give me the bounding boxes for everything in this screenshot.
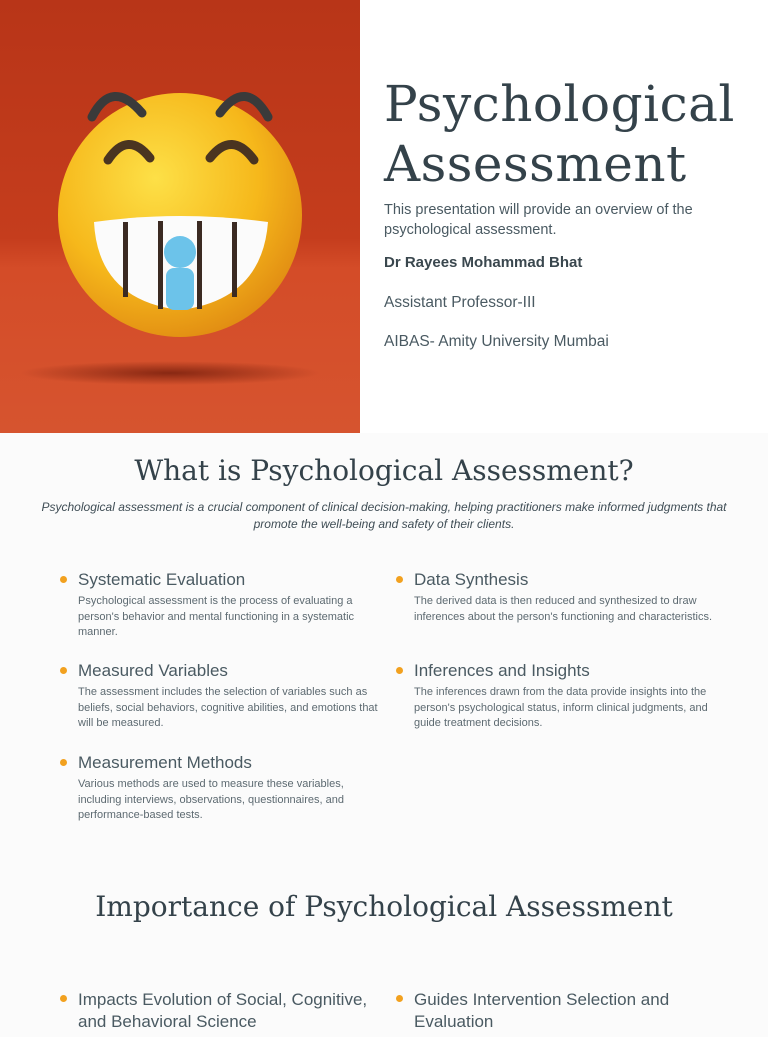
- bullet-icon: [396, 667, 403, 674]
- what-item: [78, 753, 378, 824]
- author-role: Assistant Professor-III: [384, 294, 536, 311]
- importance-section-title: Importance of Psychological Assessment: [95, 890, 673, 923]
- item-title: Measured Variables: [78, 661, 228, 680]
- author-name: Dr Rayees Mohammad Bhat: [384, 254, 583, 271]
- item-text: Various methods are used to measure these variables, including interviews, observations, questionnaires, and performance-based tests.: [78, 778, 344, 821]
- bullet-icon: [60, 759, 67, 766]
- item-title: Inferences and Insights: [414, 661, 590, 680]
- item-text: The derived data is then reduced and synthesized to draw inferences about the person's functioning and characteristics.: [414, 595, 713, 623]
- cover-slide: [0, 0, 768, 433]
- item-title: Measurement Methods: [78, 753, 252, 772]
- author-institution: AIBAS- Amity University Mumbai: [384, 333, 609, 350]
- bullet-icon: [60, 576, 67, 583]
- what-intro: Psychological assessment is a crucial component of clinical decision-making, helping practitioners make informed judgments that promote the well-being and safety of their clients.: [41, 500, 727, 531]
- item-text: The inferences drawn from the data provide insights into the person's psychological status, inform clinical judgments, and guide treatment decisions.: [414, 686, 708, 729]
- smiling-emoji-icon: [0, 0, 360, 433]
- importance-item: [414, 989, 714, 1037]
- item-title: Data Synthesis: [414, 570, 529, 589]
- what-item: [414, 661, 714, 732]
- presentation-subtitle: This presentation will provide an overview of the psychological assessment.: [384, 202, 693, 238]
- item-title: Impacts Evolution of Social, Cognitive, and Behavioral Science: [78, 990, 368, 1031]
- item-text: Psychological assessment is the process of evaluating a person's behavior and mental functioning in a systematic manner.: [78, 595, 355, 638]
- title-line-2: Assessment: [384, 135, 687, 193]
- title-line-1: Psychological: [384, 75, 735, 133]
- item-title: Guides Intervention Selection and Evaluation: [414, 990, 670, 1031]
- cover-image: [0, 0, 360, 433]
- presentation-title: [384, 74, 735, 194]
- bullet-icon: [60, 667, 67, 674]
- bullet-icon: [396, 995, 403, 1002]
- what-item: [78, 570, 378, 641]
- what-item: [414, 570, 714, 625]
- what-item: [78, 661, 378, 732]
- bullet-icon: [396, 576, 403, 583]
- what-section-title: What is Psychological Assessment?: [134, 454, 634, 487]
- importance-item: [78, 989, 374, 1037]
- item-text: The assessment includes the selection of variables such as beliefs, social behaviors, cognitive abilities, and emotions that will be measured.: [78, 686, 378, 729]
- item-title: Systematic Evaluation: [78, 570, 246, 589]
- bullet-icon: [60, 995, 67, 1002]
